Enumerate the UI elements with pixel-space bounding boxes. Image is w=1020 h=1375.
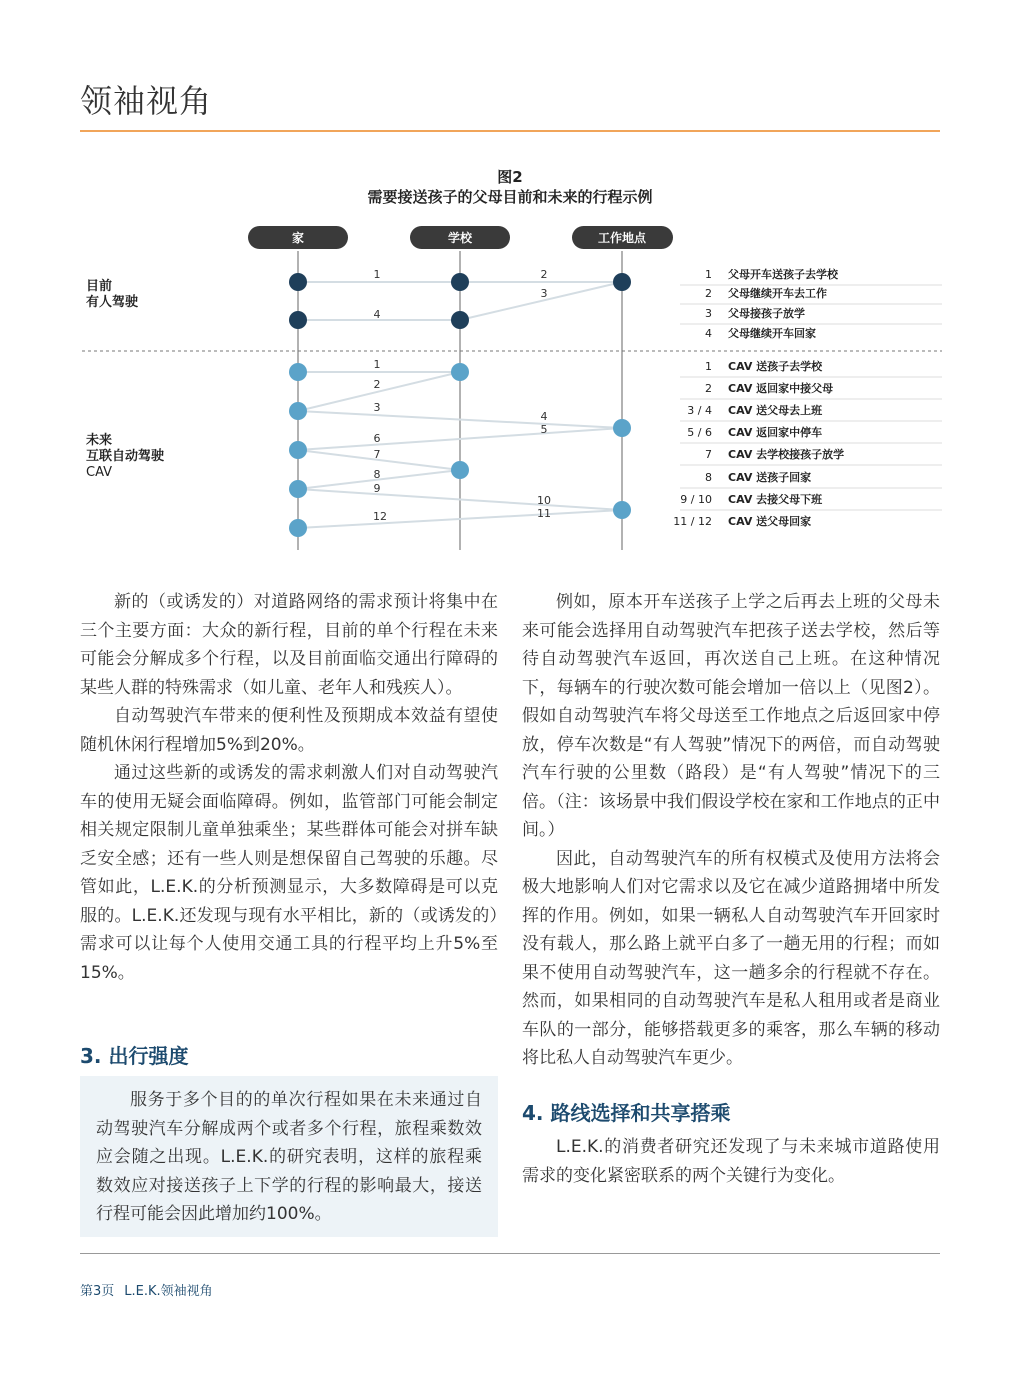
future-stop <box>289 363 307 381</box>
body-paragraph: 新的（或诱发的）对道路网络的需求预计将集中在三个主要方面：大众的新行程，目前的单个行程在未来可能会分解成多个行程，以及目前面临交通出行障碍的某些人群的特殊需求（如儿童、老年人和残疾人）。 <box>80 592 498 698</box>
legend-num: 1 <box>705 268 712 281</box>
future-seg-label-12: 12 <box>373 510 387 523</box>
current-stop <box>613 273 631 291</box>
place-label-home: 家 <box>291 231 305 245</box>
page-number: 第3页 <box>80 1284 115 1299</box>
place-pill-work <box>572 226 673 249</box>
current-label-line2: 有人驾驶 <box>86 295 139 310</box>
section-heading-3: 3. 出行强度 <box>80 1044 189 1068</box>
legend-num: 3 / 4 <box>687 404 712 417</box>
figure-title: 需要接送孩子的父母目前和未来的行程示例 <box>367 188 653 206</box>
legend-desc: 父母开车送孩子去学校 <box>728 268 838 281</box>
future-stop <box>613 419 631 437</box>
current-seg-label-4: 4 <box>373 308 381 321</box>
section4-body <box>522 1133 940 1190</box>
legend-num: 7 <box>705 448 712 461</box>
footer-divider <box>80 1253 940 1254</box>
future-stop <box>289 441 307 459</box>
current-seg-label-1: 1 <box>373 268 381 281</box>
legend-desc: 父母接孩子放学 <box>728 307 805 320</box>
figure-label: 图2 <box>497 168 523 186</box>
future-trip-legend <box>673 359 942 528</box>
future-seg-label-6: 6 <box>373 432 381 445</box>
future-label-line1: 未来 <box>86 433 113 448</box>
future-seg-label-9: 9 <box>373 482 381 495</box>
place-pill-school <box>410 226 510 249</box>
section-heading-4: 4. 路线选择和共享搭乘 <box>522 1101 731 1125</box>
legend-num: 2 <box>705 382 712 395</box>
current-trip-legend <box>680 267 942 340</box>
future-seg-label-5: 5 <box>540 423 548 436</box>
legend-num: 5 / 6 <box>687 426 712 439</box>
current-label-line1: 目前 <box>86 279 113 294</box>
future-stop <box>289 519 307 537</box>
body-paragraph: 自动驾驶汽车带来的便利性及预期成本效益有望使随机休闲行程增加5%到20%。 <box>80 706 498 755</box>
current-seg-label-3: 3 <box>540 287 548 300</box>
legend-desc: CAV 送父母去上班 <box>728 404 823 417</box>
current-stop <box>451 273 469 291</box>
legend-desc: 父母继续开车回家 <box>728 327 816 340</box>
future-seg-label-1: 1 <box>373 358 381 371</box>
future-seg-label-8: 8 <box>373 468 381 481</box>
current-stop <box>289 311 307 329</box>
legend-num: 1 <box>705 360 712 373</box>
left-column <box>80 588 498 987</box>
legend-desc: CAV 送孩子回家 <box>728 471 812 484</box>
trip-diagram <box>0 215 1020 555</box>
current-stop <box>451 311 469 329</box>
callout-box <box>80 1076 498 1237</box>
current-stop <box>289 273 307 291</box>
future-stop <box>451 363 469 381</box>
body-paragraph: L.E.K.的消费者研究还发现了与未来城市道路使用需求的变化紧密联系的两个关键行为变化。 <box>522 1137 940 1186</box>
legend-desc: CAV 送孩子去学校 <box>728 360 823 373</box>
legend-desc: 父母继续开车去工作 <box>728 287 827 300</box>
legend-num: 3 <box>705 307 712 320</box>
future-seg-label-10: 10 <box>537 494 551 507</box>
future-seg-label-4: 4 <box>540 410 548 423</box>
legend-desc: CAV 返回家中接父母 <box>728 382 834 395</box>
legend-desc: CAV 去学校接孩子放学 <box>728 448 845 461</box>
footer <box>80 1280 223 1299</box>
body-paragraph: 例如，原本开车送孩子上学之后再去上班的父母未来可能会选择用自动驾驶汽车把孩子送去学校，然后等待自动驾驶汽车返回，再次送自己上班。在这种情况下，每辆车的行驶次数可能会增加一倍以上（见图2）。假如自动驾驶汽车将父母送至工作地点之后返回家中停放，停车次数是“有人驾驶”情况下的两倍，而自动驾驶汽车行驶的公里数（路段）是“有人驾驶”情况下的三倍。（注：该场景中我们假设学校在家和工作地点的正中间。） <box>522 592 940 840</box>
legend-num: 11 / 12 <box>673 515 712 528</box>
place-pill-home <box>248 226 348 249</box>
body-paragraph: 通过这些新的或诱发的需求刺激人们对自动驾驶汽车的使用无疑会面临障碍。例如，监管部门可能会制定相关规定限制儿童单独乘坐；某些群体可能会对拼车缺乏安全感；还有一些人则是想保留自己驾驶的乐趣。尽管如此，L.E.K.的分析预测显示，大多数障碍是可以克服的。L.E.K.还发现与现有水平相比，新的（或诱发的）需求可以让每个人使用交通工具的行程平均上升5%至15%。 <box>80 763 498 983</box>
legend-desc: CAV 去接父母下班 <box>728 493 823 506</box>
future-stop <box>289 402 307 420</box>
callout-text: 服务于多个目的的单次行程如果在未来通过自动驾驶汽车分解成两个或者多个行程，旅程乘数效应会随之出现。L.E.K.的研究表明，这样的旅程乘数效应对接送孩子上下学的行程的影响最大，接送行程可能会因此增加约100%。 <box>96 1090 482 1224</box>
page-title: 领袖视角 <box>80 82 213 120</box>
future-seg-label-2: 2 <box>373 378 381 391</box>
body-paragraph: 因此，自动驾驶汽车的所有权模式及使用方法将会极大地影响人们对它需求以及它在减少道路拥堵中所发挥的作用。例如，如果一辆私人自动驾驶汽车开回家时没有载人，那么路上就平白多了一趟无用的行程；而如果不使用自动驾驶汽车，这一趟多余的行程就不存在。然而，如果相同的自动驾驶汽车是私人租用或者是商业车队的一部分，能够搭载更多的乘客，那么车辆的移动将比私人自动驾驶汽车更少。 <box>522 848 940 1068</box>
place-label-school: 学校 <box>447 231 473 245</box>
current-seg-label-2: 2 <box>540 268 548 281</box>
legend-num: 2 <box>705 287 712 300</box>
publication-name: L.E.K.领袖视角 <box>124 1284 213 1299</box>
legend-num: 8 <box>705 471 712 484</box>
future-seg-label-11: 11 <box>537 507 551 520</box>
future-seg-label-3: 3 <box>373 401 381 414</box>
legend-num: 9 / 10 <box>680 493 712 506</box>
legend-num: 4 <box>705 327 712 340</box>
future-stop <box>613 501 631 519</box>
header-divider <box>80 130 940 132</box>
right-column <box>522 588 940 1073</box>
legend-desc: CAV 返回家中停车 <box>728 426 823 439</box>
legend-desc: CAV 送父母回家 <box>728 515 812 528</box>
future-label-line3: CAV <box>86 465 113 480</box>
future-label-line2: 互联自动驾驶 <box>86 449 165 464</box>
future-seg-label-7: 7 <box>373 448 381 461</box>
place-label-work: 工作地点 <box>597 231 647 245</box>
future-stop <box>289 480 307 498</box>
future-stop <box>451 461 469 479</box>
